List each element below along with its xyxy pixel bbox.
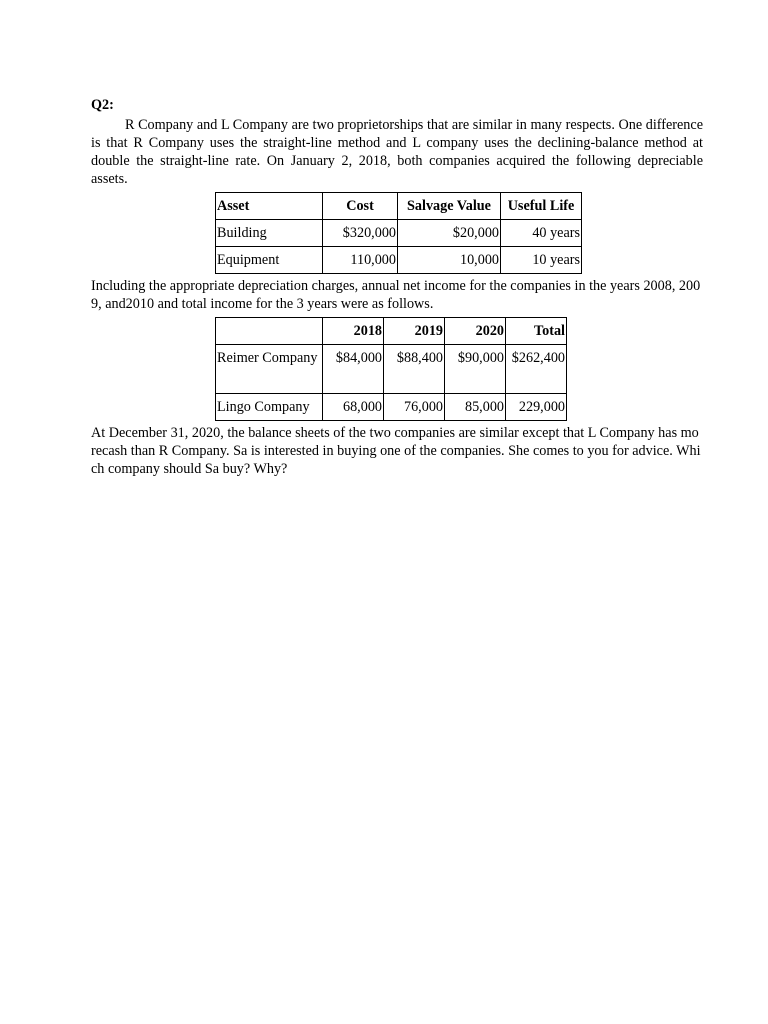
income-table: [215, 317, 567, 421]
middle-paragraph: Including the appropriate depreciation charges, annual net income for the companies in the years 2008, 2009, and2010 and total income for the 3 years were as follows.: [91, 278, 701, 312]
salvage-value-cell: $20,000: [398, 220, 501, 247]
asset-cell: Building: [216, 220, 323, 247]
income-cell: $84,000: [323, 345, 384, 394]
company-cell: Reimer Company: [216, 345, 323, 394]
assets-table: [215, 192, 582, 274]
table-row: [216, 247, 582, 274]
asset-header: Asset: [216, 193, 323, 220]
total-cell: $262,400: [506, 345, 567, 394]
total-header: Total: [506, 318, 567, 345]
year-2020-header: 2020: [445, 318, 506, 345]
total-cell: 229,000: [506, 394, 567, 421]
company-cell: Lingo Company: [216, 394, 323, 421]
income-cell: $88,400: [384, 345, 445, 394]
cost-cell: $320,000: [323, 220, 398, 247]
salvage-value-cell: 10,000: [398, 247, 501, 274]
document-page: [91, 96, 703, 478]
cost-cell: 110,000: [323, 247, 398, 274]
table-row: [216, 394, 567, 421]
year-2018-header: 2018: [323, 318, 384, 345]
useful-life-cell: 40 years: [501, 220, 582, 247]
income-cell: $90,000: [445, 345, 506, 394]
salvage-value-header: Salvage Value: [398, 193, 501, 220]
income-cell: 85,000: [445, 394, 506, 421]
table-row: [216, 220, 582, 247]
assets-table-header-row: [216, 193, 582, 220]
useful-life-header: Useful Life: [501, 193, 582, 220]
year-2019-header: 2019: [384, 318, 445, 345]
income-table-header-row: [216, 318, 567, 345]
cost-header: Cost: [323, 193, 398, 220]
table-row: [216, 345, 567, 394]
question-label: Q2:: [91, 97, 114, 113]
company-header: [216, 318, 323, 345]
question-intro: R Company and L Company are two proprietorships that are similar in many respects. One difference is that R Company uses the straight-line method and L company uses the declining-balance method at double the straight-line rate. On January 2, 2018, both companies acquired the following depreciable assets.: [91, 117, 703, 187]
asset-cell: Equipment: [216, 247, 323, 274]
income-cell: 76,000: [384, 394, 445, 421]
closing-paragraph: At December 31, 2020, the balance sheets of the two companies are similar except that L Company has morecash than R Company. Sa is interested in buying one of the companies. She comes to you for advice. Which company should Sa buy? Why?: [91, 425, 701, 477]
useful-life-cell: 10 years: [501, 247, 582, 274]
income-cell: 68,000: [323, 394, 384, 421]
